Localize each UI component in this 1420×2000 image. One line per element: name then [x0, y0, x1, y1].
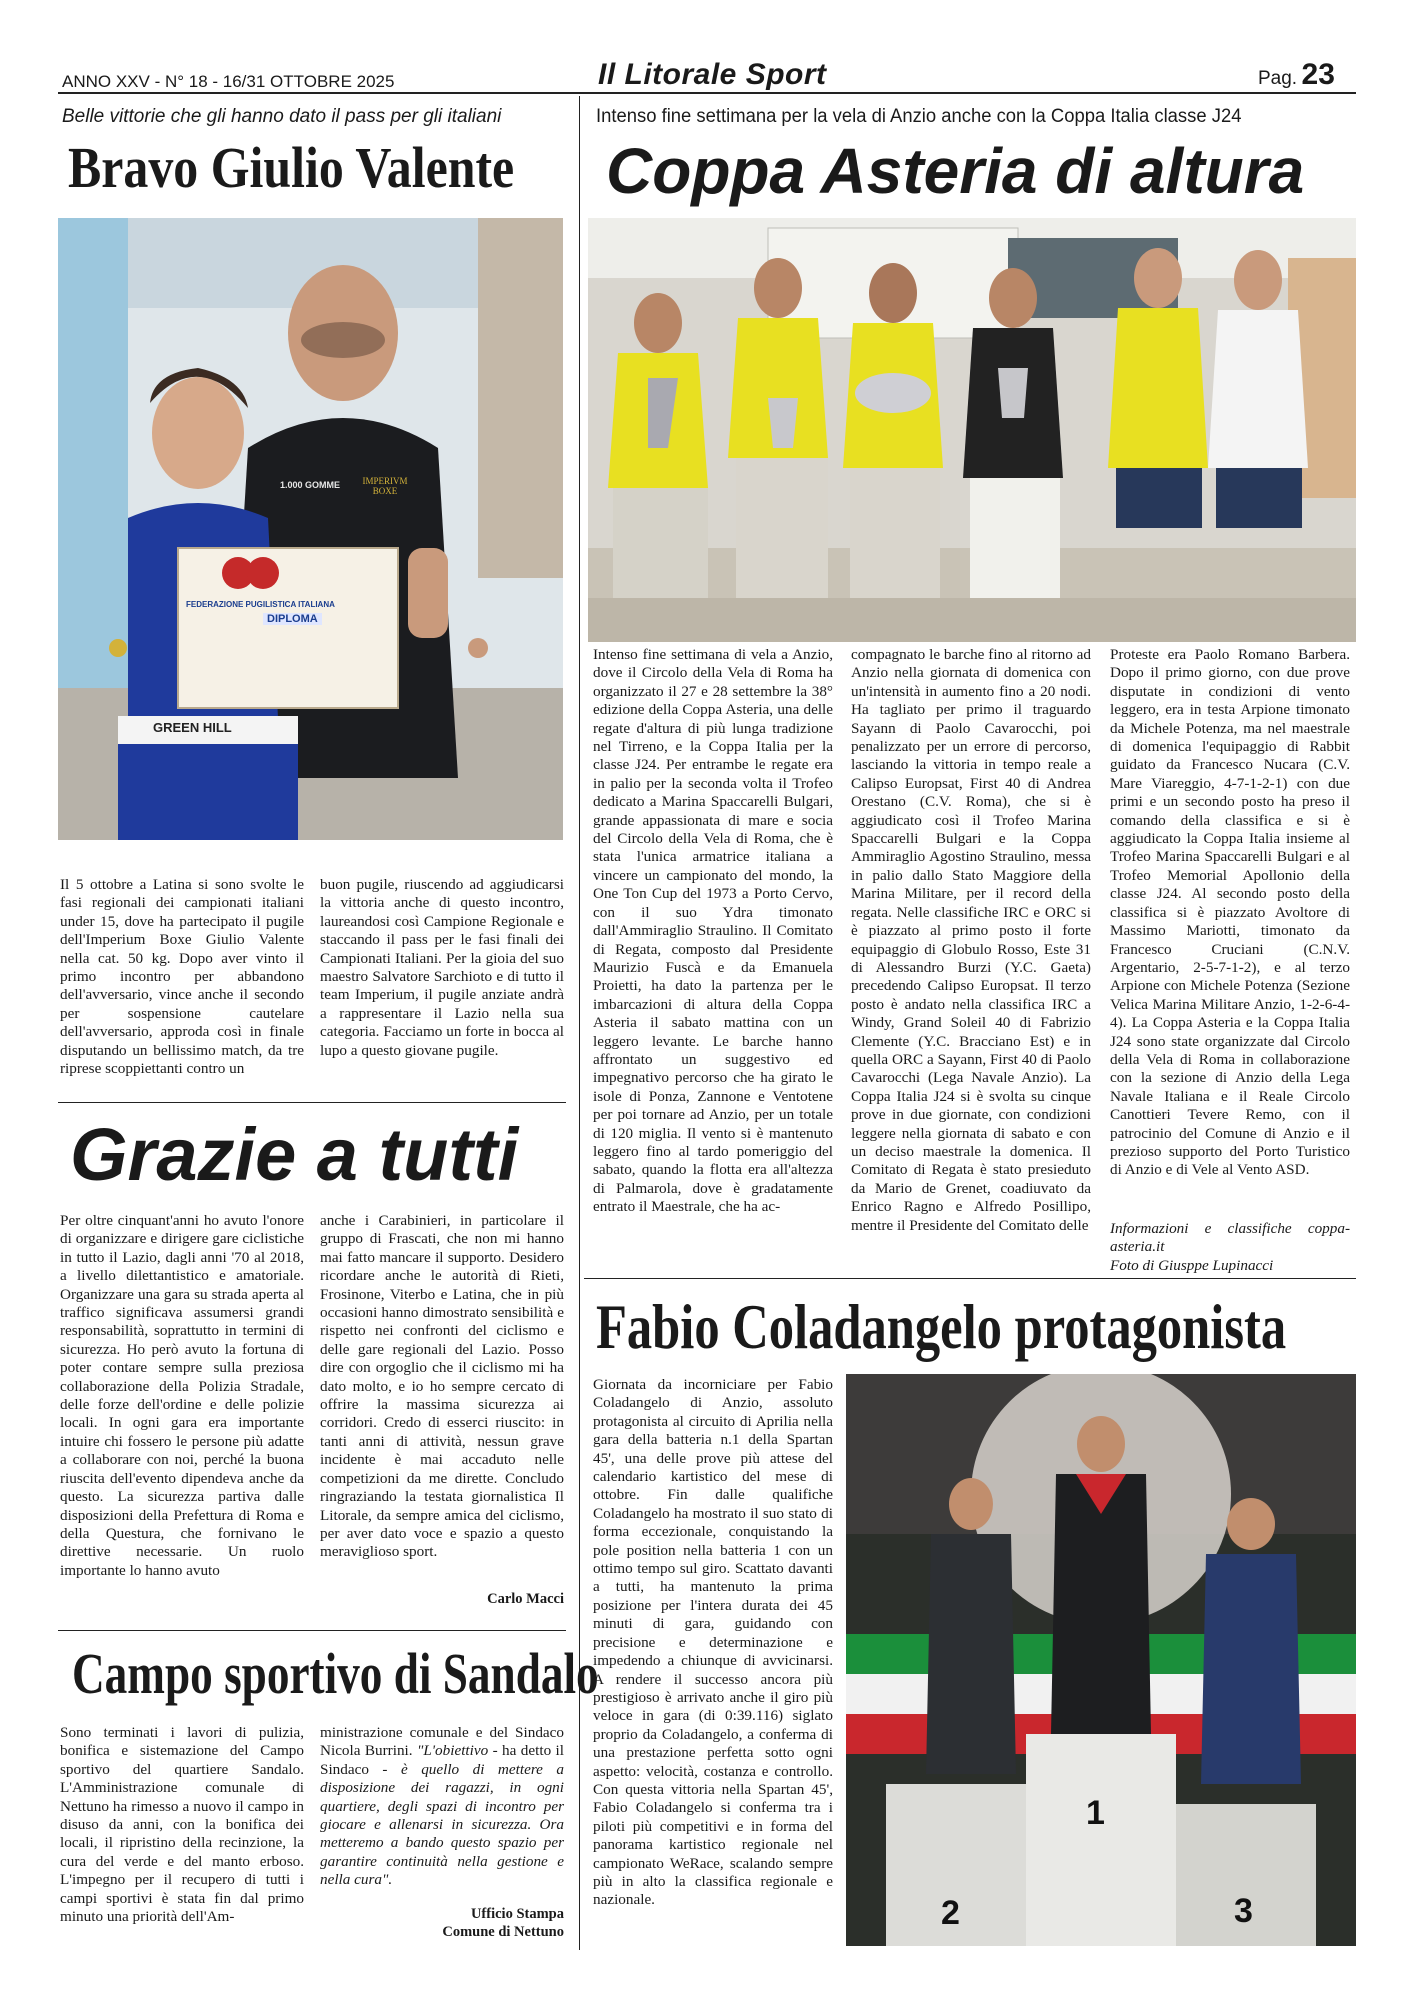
coladangelo-title: Fabio Coladangelo protagonista: [596, 1291, 1287, 1362]
page-number-block: [1258, 58, 1335, 92]
sandalo-col2-quote-start: "L'obiettivo: [416, 1742, 489, 1760]
coladangelo-body: Giornata da incorniciare per Fabio Coladangelo di Anzio, assoluto protagonista al circuito di Aprilia nella gara della batteria n.1 della Spartan 45', una delle prove più attese del calendario kartistico del mese di ottobre. Fin dalle qualifiche Coladangelo ha mostrato il suo stato di forma eccezionale, conquistando la pole position nella batteria 1 con un ottimo tempo sul giro. Scattato davanti a tutti, ha mantenuto la prima posizione per l'intera durata dei 45 minuti di gara, guidando con precisione e determinazione e impedendo a chiunque di avvicinarsi. A rendere il successo ancora più prestigioso è arrivato anche il giro più veloce in gara (di 0:39.116) siglato proprio da Coladangelo, a conferma di una prestazione perfetta sotto ogni aspetto: velocità, costanza e controllo. Con questa vittoria nella Spartan 45', Fabio Coladangelo si conferma tra i piloti più competitivi e in forma del panorama kartistico regionale nel campionato WeRace, scalando sempre più in alto la classifica regionale e nazionale.: [593, 1376, 833, 1909]
sandalo-signature: [320, 1905, 564, 1941]
asteria-credits-info: Informazioni e classifiche coppa-asteria.it: [1110, 1220, 1350, 1256]
shirt-brand: IMPERIVM BOXE: [362, 476, 408, 496]
masthead: Il Litorale Sport: [598, 58, 827, 91]
sandalo-col2-quote: è quello di mettere a disposizione dei ragazzi, in ogni quartiere, degli spazi di incontro per giocare e allenarsi in sicurezza. Ora metteremo a bando questo spazio per garantire continuità nella gestione e nella cura".: [320, 1760, 564, 1889]
issue-info: ANNO XXV - N° 18 - 16/31 OTTOBRE 2025: [62, 72, 395, 91]
coladangelo-photo: [846, 1374, 1356, 1946]
sandalo-col2: [320, 1724, 564, 1890]
valente-end-rule: [58, 1102, 566, 1103]
asteria-title: Coppa Asteria di altura: [606, 135, 1305, 207]
sandalo-title: Campo sportivo di Sandalo: [72, 1641, 599, 1706]
sandalo-col2-intro: ministrazione comunale e del Sindaco Nicola Burrini.: [320, 1724, 564, 1760]
grazie-col1: Per oltre cinquant'anni ho avuto l'onore di organizzare e dirigere gare ciclistiche in tutto il Lazio, dagli anni '70 al 2018, a livello dilettantistico e amatoriale. Organizzare una gara su strada aperta al traffico significava assumersi grandi responsabilità, soprattutto in termini di sicurezza. Ho però avuto la fortuna di poter contare sempre sulla preziosa collaborazione della Polizia Stradale, delle forze dell'ordine e delle polizie locali. In ogni gara era importante intuire chi fossero le persone più adatte a collaborare con noi, perché la buona riuscita dell'evento dipendeva anche da questo. La sicurezza partiva dalle disposizioni della Prefettura di Roma e della Questura, che fornivano le direttive necessarie. Un ruolo importante lo hanno avuto: [60, 1212, 304, 1579]
valente-title: Bravo Giulio Valente: [68, 135, 515, 200]
grazie-signature: Carlo Macci: [487, 1591, 564, 1607]
valente-photo: [58, 218, 563, 840]
asteria-credits-photo: Foto di Giusppe Lupinacci: [1110, 1256, 1274, 1274]
page-number: 23: [1301, 58, 1335, 91]
page-label: Pag.: [1258, 68, 1298, 89]
grazie-col2: anche i Carabinieri, in particolare il gruppo di Frascati, che non mi hanno mai fatto mancare il supporto. Desidero ricordare anche le autorità di Rieti, Frosinone, Viterbo e Latina, che in più occasioni hanno dimostrato sensibilità e rispetto nei confronti del ciclismo e delle gare regionali del Lazio. Posso dire con orgoglio che il ciclismo mi ha dato molto, e io ho sempre cercato di offrire la massima sicurezza ai corridori. Credo di esserci riuscito: in tanti anni di attività, nessun grave incidente è mai accaduto nelle competizioni da me dirette. Concludo ringraziando la testata giornalistica Il Litorale, da sempre amica del ciclismo, per aver dato voce e spazio a questo meraviglioso sport.: [320, 1212, 564, 1561]
podium-first: 1: [1086, 1794, 1105, 1832]
valente-col1: Il 5 ottobre a Latina si sono svolte le fasi regionali dei campionati italiani under 15, dove ha partecipato il pugile dell'Imperium Boxe Giulio Valente nella cat. 50 kg. Dopo aver vinto il primo incontro per abbandono dell'avversario, vince anche il secondo per sospensione cautelare dell'avversario, approda così in finale disputando un bellissimo match, da tre riprese scoppiettanti contro un: [60, 876, 304, 1078]
grazie-end-rule: [58, 1630, 566, 1631]
valente-col2: buon pugile, riuscendo ad aggiudicarsi la vittoria anche di questo incontro, laureandosi così Campione Regionale e staccando il pass per le fasi finali dei Campionati Italiani. Per la gioia del suo maestro Salvatore Sarchioto e di tutto il team Imperium, il pugile anziate andrà a rappresentare il Lazio nella sua categoria. Facciamo un forte in bocca al lupo a questo giovane pugile.: [320, 876, 564, 1059]
asteria-photo: [588, 218, 1356, 642]
diploma-federation: FEDERAZIONE PUGILISTICA ITALIANA: [186, 600, 335, 609]
shirt-sponsor: 1.000 GOMME: [280, 480, 341, 490]
asteria-col2: compagnato le barche fino al ritorno ad Anzio nella giornata di domenica con un'intensità in aumento fino a 20 nodi. Ha tagliato per primo il traguardo Sayann di Paolo Cavarocchi, poi penalizzato per un errore di percorso, lasciando la vittoria in tempo reale a Calipso Europsat, First 40 di Andrea Orestano (C.V. Roma), che si è aggiudicato così il Trofeo Marina Spaccarelli Bulgari e la Coppa Ammiraglio Agostino Straulino, messa in palio dallo Stato Maggiore della Marina Militare, per il record della regata. Nelle classifiche IRC e ORC si è piazzato al primo posto il forte equipaggio di Globulo Rosso, Este 31 di Alessandro Burzi (Y.C. Gaeta) precedendo Calipso Europsat. Il terzo posto è andato nella classifica IRC a Windy, Grand Soleil 40 di Fabrizio Clemente (Y.C. Bracciano Est) e in quella ORC a Sayann, First 40 di Paolo Cavarocchi (Lega Navale Anzio). La Coppa Italia J24 si è svolta su cinque prove in due giornate, con condizioni leggere nella giornata di sabato e con un deciso maestrale la domenica. Il Comitato di Regata è stato presieduto da Mario de Grenet, coadiuvato da Enrico Ragno e Alfredo Posillipo, mentre il Presidente del Comitato delle: [851, 646, 1091, 1234]
asteria-col3: Proteste era Paolo Romano Barbera. Dopo il primo giorno, con due prove disputate in condizioni di vento leggero, era in testa Arpione timonato da Michele Potenza, ma nel maestrale di domenica l'equipaggio di Rabbit guidato da Francesco Nucara (C.V. Mare Viareggio, 4-7-1-2-1) con due primi e un secondo posto ha preso il comando della classifica e si è aggiudicato la Coppa Italia insieme al Trofeo Marina Spaccarelli Bulgari e al Trofeo Memorial Apollonio della classe J24. Al secondo posto della classifica si è piazzato Avoltore di Massimo Mariotti, timonato da Francesco Cruciani (C.N.V. Argentario, 2-5-7-1-2), e al terzo Arpione con Michele Potenza (Sezione Velica Marina Militare Anzio, 1-2-6-4-4). La Coppa Asteria e la Coppa Italia J24 sono state organizzate dal Circolo della Vela di Roma in collaborazione con la sezione di Anzio della Lega Navale Italiana e il Reale Circolo Canottieri Tevere Remo, con il patrocinio del Comune di Anzio e il prezioso supporto del Porto Turistico di Anzio e di Vele al Vento ASD.: [1110, 646, 1350, 1179]
asteria-col1: Intenso fine settimana di vela a Anzio, dove il Circolo della Vela di Roma ha organizzato il 27 e 28 settembre la 38° edizione della Coppa Asteria, una delle regate d'altura di più lunga tradizione nel Tirreno, e la Coppa Italia per la classe J24. Per entrambe le regate era in palio per la seconda volta il Trofeo dedicato a Marina Spaccarelli Bulgari, grande appassionata di mare e socia del Circolo della Vela di Roma, che è stata l'unica armatrice italiana a vincere un campionato del mondo, la One Ton Cup del 1973 a Porto Cervo, con il suo Ydra timonato dall'Ammiraglio Straulino. Il Comitato di Regata, composto dal Presidente Maurizio Fuscà e da Emanuela Proietti, ha dato la partenza per le imbarcazioni di altura della Coppa Asteria il sabato mattina con un leggero levante. Le barche hanno affrontato un suggestivo ed impegnativo percorso che ha girato le isole di Ponza, Zannone e Ventotene per poi tornare ad Anzio, per un totale di 120 miglia. Il vento si è mantenuto leggero fino al tardo pomeriggio del sabato, quando la flotta era all'altezza di Palmarola, dove è gradatamente entrato il Maestrale, che ha ac-: [593, 646, 833, 1216]
diploma-title: DIPLOMA: [263, 613, 322, 625]
valente-kicker: Belle vittorie che gli hanno dato il pass per gli italiani: [62, 106, 502, 127]
asteria-end-rule: [584, 1278, 1356, 1279]
sandalo-signature-line1: Ufficio Stampa: [470, 1906, 564, 1922]
sandalo-signature-line2: Comune di Nettuno: [442, 1924, 564, 1940]
sandalo-col2-attribution: - ha detto il Sindaco -: [320, 1742, 565, 1778]
grazie-title: Grazie a tutti: [70, 1113, 519, 1196]
asteria-kicker: Intenso fine settimana per la vela di Anzio anche con la Coppa Italia classe J24: [596, 106, 1242, 127]
podium-second: 2: [941, 1894, 960, 1932]
sandalo-col1: Sono terminati i lavori di pulizia, bonifica e sistemazione del Campo sportivo del quartiere Sandalo. L'Amministrazione comunale di Nettuno ha rimesso a nuovo il campo in disuso da anni, con la bonifica dei locali, il ripristino della recinzione, la cura del verde e del manto erboso. L'impegno per il recupero di tutti i campi sportivi è stata fin dal primo minuto una priorità dell'Am-: [60, 1724, 304, 1926]
asteria-credits: [1110, 1220, 1350, 1275]
header-rule: [58, 92, 1356, 94]
belt-text: GREEN HILL: [153, 720, 232, 735]
podium-third: 3: [1234, 1892, 1253, 1930]
